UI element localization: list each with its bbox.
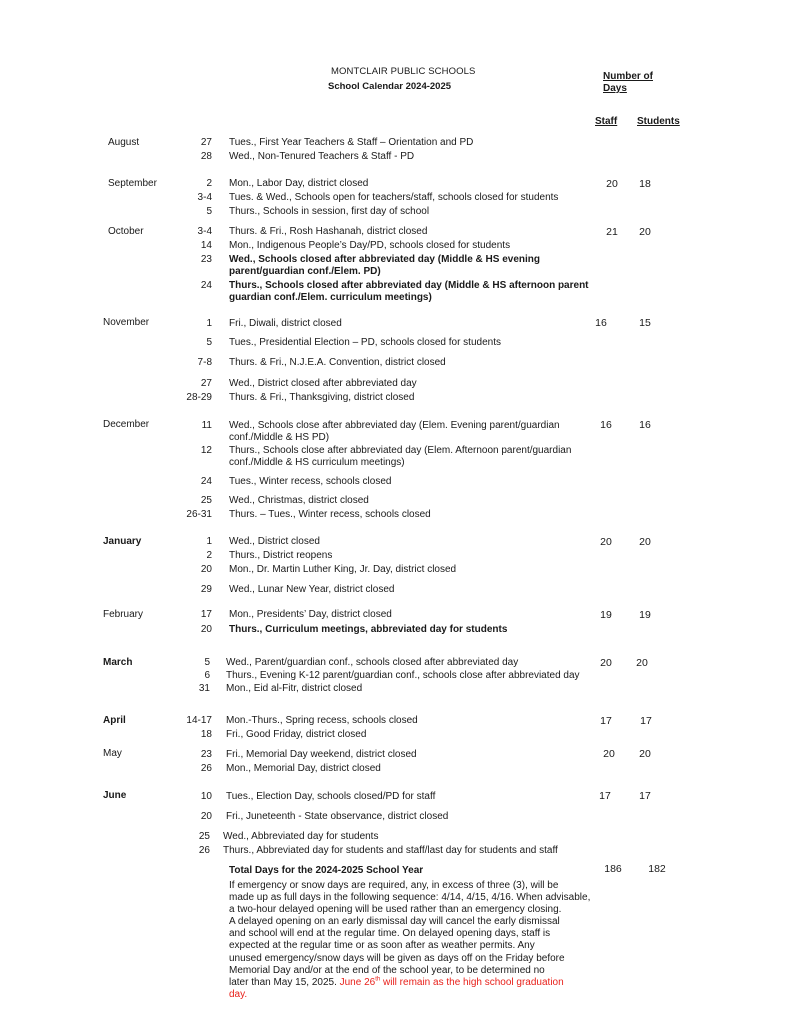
event-date: 10	[200, 791, 212, 802]
count-staff-march: 20	[600, 657, 612, 669]
days-header-line2: Days	[603, 83, 627, 94]
event-text: Thurs., Curriculum meetings, abbreviated day for students	[229, 624, 508, 635]
event-text-line: Thurs., Schools closed after abbreviated day (Middle & HS afternoon parent	[229, 280, 589, 291]
event-date: 26	[198, 845, 210, 856]
event-date: 23	[200, 749, 212, 760]
event-text: Wed., Abbreviated day for students	[223, 831, 379, 842]
event-text	[229, 280, 589, 304]
graduation-note-end: day.	[229, 988, 248, 1000]
month-january: January	[103, 536, 142, 547]
event-text-line: conf./Middle & HS PD)	[229, 432, 330, 443]
month-november: November	[103, 317, 150, 328]
event-text: Fri., Memorial Day weekend, district closed	[226, 749, 417, 760]
event-text: Mon., Memorial Day, district closed	[226, 763, 381, 774]
event-date: 31	[198, 683, 210, 694]
month-may: May	[103, 748, 122, 759]
event-date: 6	[204, 670, 210, 681]
event-text: Thurs. & Fri., Thanksgiving, district closed	[229, 392, 415, 403]
event-date: 25	[200, 495, 212, 506]
students-header: Students	[637, 116, 680, 127]
count-students-january: 20	[639, 536, 651, 548]
event-text: Tues., Election Day, schools closed/PD for staff	[226, 791, 436, 802]
count-students-may: 20	[639, 748, 651, 760]
count-students-june: 17	[639, 790, 651, 802]
count-staff-april: 17	[600, 715, 612, 727]
event-text-line: Wed., Schools closed after abbreviated day (Middle & HS evening	[229, 254, 541, 265]
note-line: and school will end at the regular time. On delayed opening days, staff is	[229, 928, 551, 940]
event-date: 27	[200, 137, 212, 148]
graduation-note: will remain as the high school graduation	[380, 976, 564, 988]
graduation-date-suffix: th	[375, 976, 381, 983]
month-june: June	[103, 790, 127, 801]
month-february: February	[103, 609, 144, 620]
note-line: a two-hour delayed opening will be used rather than an emergency closing.	[229, 904, 562, 916]
note-line: Memorial Day and/or at the end of the school year, to be determined no	[229, 964, 545, 976]
event-date: 28	[200, 151, 212, 162]
event-text: Wed., Non-Tenured Teachers & Staff - PD	[229, 151, 415, 162]
total-label: Total Days for the 2024-2025 School Year	[229, 865, 424, 876]
month-december: December	[103, 419, 150, 430]
event-text: Wed., Lunar New Year, district closed	[229, 584, 395, 595]
event-date: 17	[200, 609, 212, 620]
event-date: 26-31	[186, 509, 212, 520]
event-text: Thurs. & Fri., N.J.E.A. Convention, district closed	[229, 357, 446, 368]
event-text: Tues., First Year Teachers & Staff – Orientation and PD	[229, 137, 474, 148]
count-staff-december: 16	[600, 419, 612, 431]
event-date: 25	[198, 831, 210, 842]
event-date: 18	[200, 729, 212, 740]
count-students-april: 17	[640, 715, 652, 727]
event-text-line: conf./Middle & HS curriculum meetings)	[229, 457, 405, 468]
event-text	[229, 420, 560, 444]
event-text: Tues., Winter recess, schools closed	[229, 476, 392, 487]
days-header-line1: Number of	[603, 71, 653, 82]
event-text: Thurs. & Fri., Rosh Hashanah, district closed	[229, 226, 428, 237]
count-staff-february: 19	[600, 609, 612, 621]
event-date: 2	[206, 550, 212, 561]
event-text-line: Thurs., Schools close after abbreviated day (Elem. Afternoon parent/guardian	[229, 445, 572, 456]
count-students-march: 20	[636, 657, 648, 669]
count-students-october: 20	[639, 226, 651, 238]
event-text: Thurs., Abbreviated day for students and staff/last day for students and staff	[223, 845, 558, 856]
event-text: Mon., Indigenous People’s Day/PD, schools closed for students	[229, 240, 511, 251]
event-date: 11	[201, 420, 212, 431]
graduation-date: June 26	[339, 976, 376, 988]
event-text: Mon., Labor Day, district closed	[229, 178, 369, 189]
event-date: 12	[200, 445, 212, 456]
note-line: made up as full days in the following sequence: 4/14, 4/15, 4/16. When advisable,	[229, 892, 591, 904]
page-title: School Calendar 2024-2025	[328, 81, 452, 92]
emergency-note	[229, 880, 599, 1001]
event-text: Tues., Presidential Election – PD, schools closed for students	[229, 337, 501, 348]
event-text: Tues. & Wed., Schools open for teachers/staff, schools closed for students	[229, 192, 559, 203]
note-line: unused emergency/snow days will be given as days off on the Friday before	[229, 952, 565, 964]
event-date: 5	[206, 337, 212, 348]
event-text: Wed., District closed after abbreviated day	[229, 378, 417, 389]
event-text	[229, 445, 571, 469]
event-text: Fri., Juneteenth - State observance, district closed	[226, 811, 449, 822]
count-staff-september: 20	[606, 178, 618, 190]
event-date: 23	[200, 254, 212, 265]
org-name: MONTCLAIR PUBLIC SCHOOLS	[331, 66, 476, 77]
event-date: 20	[200, 624, 212, 635]
month-september: September	[108, 178, 157, 189]
count-students-december: 16	[639, 419, 651, 431]
month-october: October	[108, 226, 144, 237]
month-march: March	[103, 657, 133, 668]
event-date: 20	[200, 564, 212, 575]
event-date: 2	[206, 178, 212, 189]
staff-header: Staff	[595, 116, 618, 127]
event-date: 20	[200, 811, 212, 822]
event-date: 24	[200, 280, 212, 291]
event-date: 5	[206, 206, 212, 217]
event-date: 28-29	[186, 392, 212, 403]
event-text: Thurs., District reopens	[229, 550, 333, 561]
count-students-november: 15	[639, 317, 651, 329]
event-date: 7-8	[197, 357, 212, 368]
note-line	[229, 977, 599, 989]
event-text: Wed., Parent/guardian conf., schools closed after abbreviated day	[226, 657, 519, 668]
event-text-line: parent/guardian conf./Elem. PD)	[229, 266, 381, 277]
event-text	[229, 254, 540, 278]
event-date: 3-4	[197, 226, 212, 237]
event-text: Wed., Christmas, district closed	[229, 495, 369, 506]
month-august: August	[108, 137, 140, 148]
event-date: 24	[200, 476, 212, 487]
count-staff-january: 20	[600, 536, 612, 548]
total-students: 182	[648, 863, 666, 875]
event-date: 14-17	[186, 715, 212, 726]
event-text-line: guardian conf./Elem. curriculum meetings)	[229, 292, 432, 303]
event-text: Wed., District closed	[229, 536, 320, 547]
event-text: Thurs., Schools in session, first day of school	[229, 206, 430, 217]
total-staff: 186	[604, 863, 622, 875]
event-text: Fri., Diwali, district closed	[229, 318, 342, 329]
count-staff-june: 17	[599, 790, 611, 802]
count-staff-october: 21	[606, 226, 618, 238]
note-line: expected at the regular time or as soon after as weather permits. Any	[229, 940, 535, 952]
event-text-line: Wed., Schools close after abbreviated day (Elem. Evening parent/guardian	[229, 420, 560, 431]
count-students-february: 19	[639, 609, 651, 621]
days-header	[603, 71, 653, 95]
note-line: If emergency or snow days are required, any, in excess of three (3), will be	[229, 880, 559, 891]
event-date: 14	[200, 240, 212, 251]
note-line: A delayed opening on an early dismissal day will cancel the early dismissal	[229, 916, 560, 928]
event-text: Mon., Eid al-Fitr, district closed	[226, 683, 363, 694]
event-date: 1	[206, 318, 212, 329]
event-text: Thurs. – Tues., Winter recess, schools closed	[229, 509, 431, 520]
count-staff-november: 16	[595, 317, 607, 329]
count-staff-may: 20	[603, 748, 615, 760]
month-april: April	[103, 715, 126, 726]
event-text: Mon., Dr. Martin Luther King, Jr. Day, district closed	[229, 564, 457, 575]
event-date: 3-4	[197, 192, 212, 203]
event-text: Thurs., Evening K-12 parent/guardian conf., schools close after abbreviated day	[226, 670, 580, 681]
count-students-september: 18	[639, 178, 651, 190]
event-date: 27	[200, 378, 212, 389]
event-date: 29	[200, 584, 212, 595]
event-date: 26	[200, 763, 212, 774]
event-text: Fri., Good Friday, district closed	[226, 729, 367, 740]
event-text: Mon.-Thurs., Spring recess, schools closed	[226, 715, 418, 726]
note-line-prefix: later than May 15, 2025.	[229, 976, 340, 988]
event-date: 5	[204, 657, 210, 668]
event-date: 1	[206, 536, 212, 547]
event-text: Mon., Presidents’ Day, district closed	[229, 609, 392, 620]
